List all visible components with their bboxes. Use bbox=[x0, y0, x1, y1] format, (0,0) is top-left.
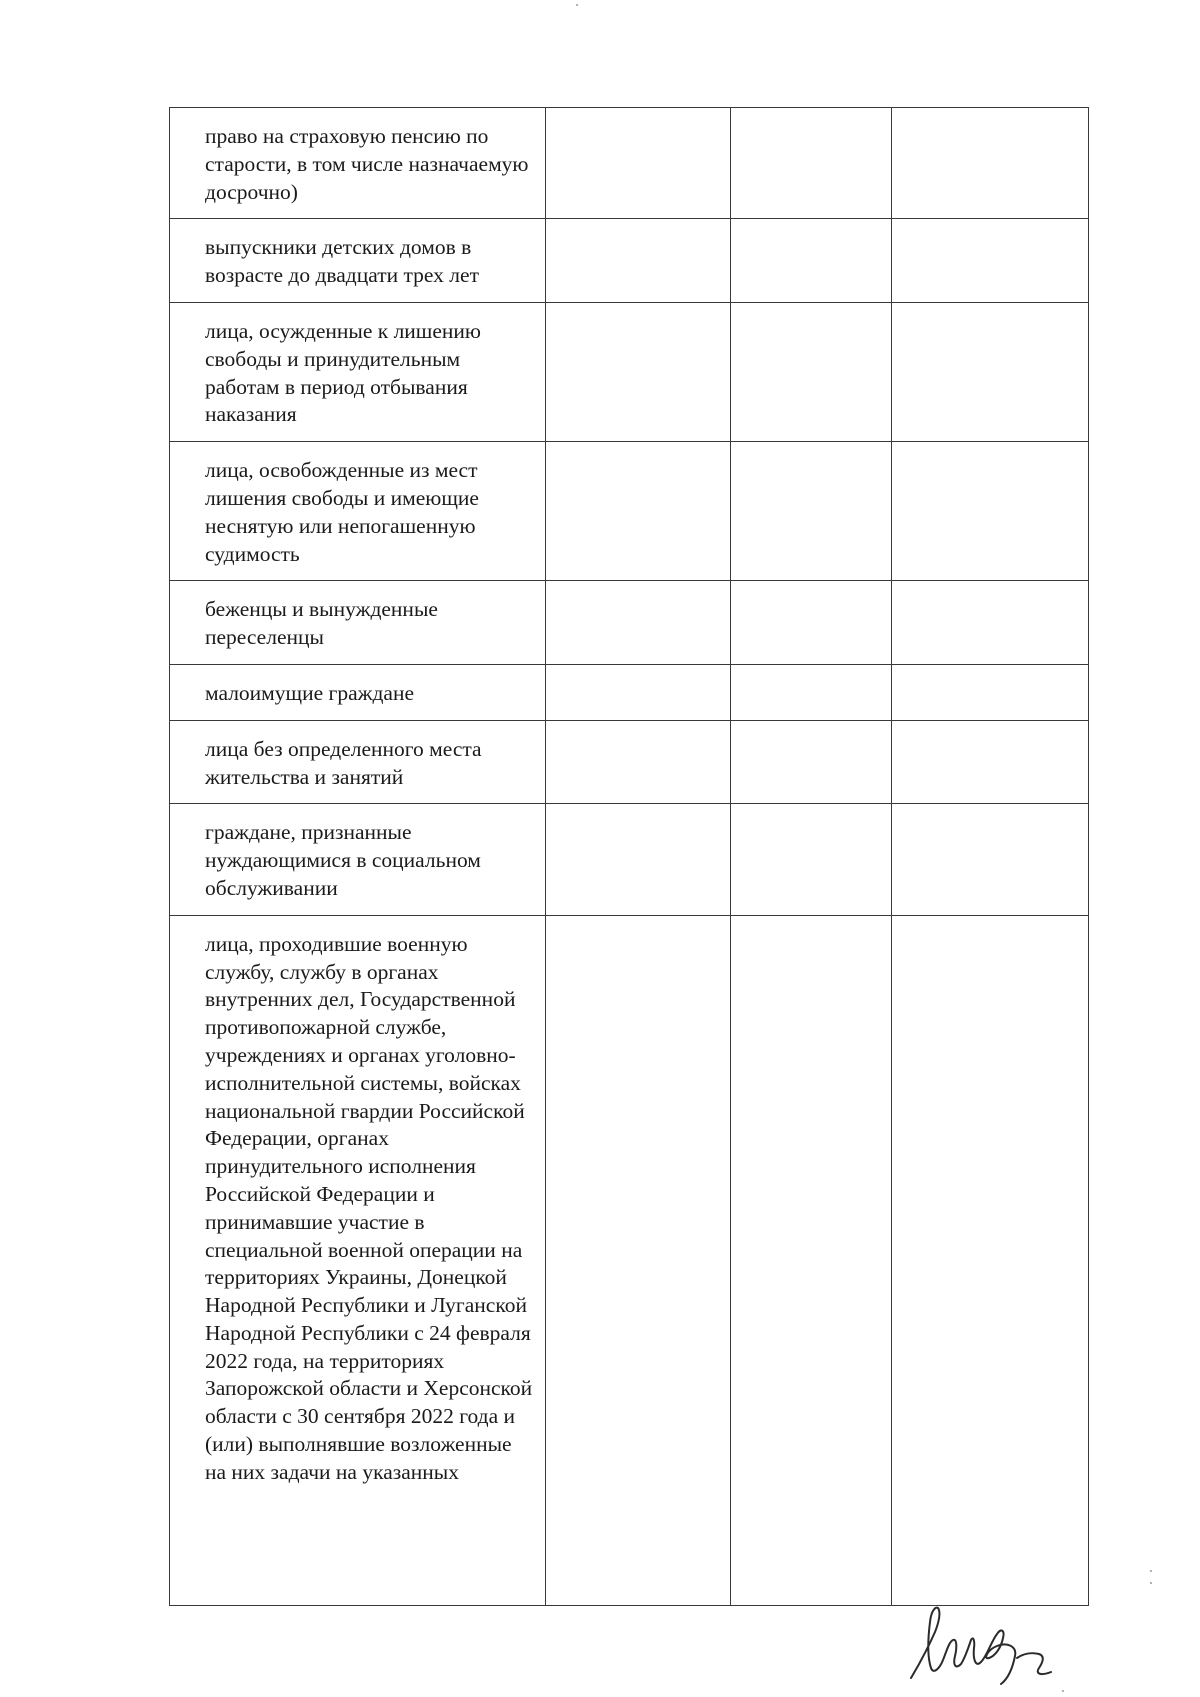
empty-cell bbox=[546, 219, 731, 303]
handwritten-signature-icon bbox=[905, 1598, 1075, 1688]
scan-artifact bbox=[1150, 1582, 1152, 1584]
category-cell bbox=[170, 581, 546, 665]
empty-cell bbox=[892, 108, 1089, 219]
empty-cell bbox=[546, 915, 731, 1605]
scan-artifact bbox=[1150, 1570, 1152, 1572]
empty-cell bbox=[892, 915, 1089, 1605]
category-label: граждане, признанные нуждающимися в социальном обслуживании bbox=[205, 820, 481, 900]
category-label: лица, проходившие военную службу, службу в органах внутренних дел, Государственной противопожарной службе, учреждениях и органах уголовно-исполнительной системы, войсках национальной гвардии Российской Федерации, органах принудительного исполнения Российской Федерации и принимавшие участие в специальной военной операции на территориях Украины, Донецкой Народной Республики и Луганской Народной Республики с 24 февраля 2022 года, на территориях Запорожской области и Херсонской области с 30 сентября 2022 года и (или) выполнявшие возложенные на них задачи на указанных bbox=[205, 931, 533, 1484]
category-cell bbox=[170, 915, 546, 1605]
category-cell bbox=[170, 804, 546, 915]
scan-artifact bbox=[576, 4, 578, 6]
table-row bbox=[170, 442, 1089, 581]
category-label: малоимущие граждане bbox=[205, 680, 415, 705]
empty-cell bbox=[546, 302, 731, 441]
empty-cell bbox=[892, 804, 1089, 915]
category-label: лица, осужденные к лишению свободы и принудительным работам в период отбывания наказания bbox=[205, 318, 481, 427]
table-row bbox=[170, 108, 1089, 219]
table-row bbox=[170, 720, 1089, 804]
category-cell bbox=[170, 108, 546, 219]
empty-cell bbox=[731, 108, 892, 219]
table-row bbox=[170, 664, 1089, 720]
empty-cell bbox=[731, 581, 892, 665]
categories-table bbox=[169, 107, 1089, 1606]
empty-cell bbox=[546, 720, 731, 804]
empty-cell bbox=[731, 720, 892, 804]
category-label: лица без определенного места жительства и занятий bbox=[205, 736, 482, 789]
category-cell bbox=[170, 219, 546, 303]
category-cell bbox=[170, 720, 546, 804]
empty-cell bbox=[892, 581, 1089, 665]
empty-cell bbox=[892, 442, 1089, 581]
category-label: лица, освобожденные из мест лишения свободы и имеющие неснятую или непогашенную судимость bbox=[205, 458, 479, 566]
category-cell bbox=[170, 302, 546, 441]
empty-cell bbox=[731, 804, 892, 915]
empty-cell bbox=[731, 915, 892, 1605]
empty-cell bbox=[731, 442, 892, 581]
table-row bbox=[170, 219, 1089, 303]
category-cell bbox=[170, 442, 546, 581]
empty-cell bbox=[546, 804, 731, 915]
empty-cell bbox=[546, 442, 731, 581]
category-label: право на страховую пенсию по старости, в том числе назначаемую досрочно) bbox=[205, 124, 529, 204]
category-label: беженцы и вынужденные переселенцы bbox=[205, 597, 438, 650]
category-label: выпускники детских домов в возрасте до двадцати трех лет bbox=[205, 235, 479, 288]
empty-cell bbox=[546, 108, 731, 219]
table-row bbox=[170, 915, 1089, 1605]
scan-artifact bbox=[1062, 1690, 1064, 1692]
empty-cell bbox=[546, 581, 731, 665]
table-row bbox=[170, 804, 1089, 915]
table-row bbox=[170, 302, 1089, 441]
empty-cell bbox=[731, 219, 892, 303]
empty-cell bbox=[892, 302, 1089, 441]
category-cell bbox=[170, 664, 546, 720]
table-row bbox=[170, 581, 1089, 665]
empty-cell bbox=[892, 219, 1089, 303]
empty-cell bbox=[892, 720, 1089, 804]
empty-cell bbox=[546, 664, 731, 720]
empty-cell bbox=[731, 664, 892, 720]
empty-cell bbox=[892, 664, 1089, 720]
empty-cell bbox=[731, 302, 892, 441]
